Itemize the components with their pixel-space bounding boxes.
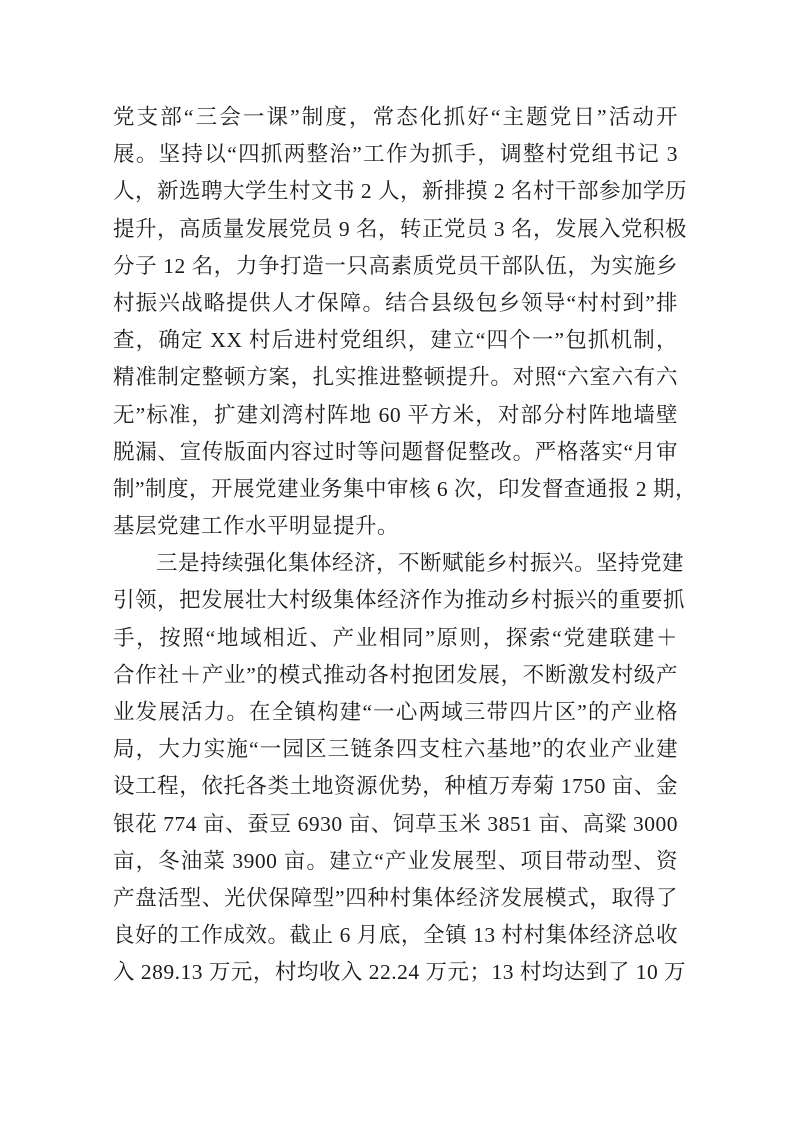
text-line: 分子 12 名，力争打造一只高素质党员干部队伍，为实施乡 xyxy=(113,253,678,278)
text-line: 局，大力实施“一园区三链条四支柱六基地”的农业产业建 xyxy=(113,737,678,762)
text-line: 设工程，依托各类土地资源优势，种植万寿菊 1750 亩、金 xyxy=(113,774,678,799)
text-line: 党支部“三会一课”制度，常态化抓好“主题党日”活动开 xyxy=(113,105,678,129)
text-line: 人，新选聘大学生村文书 2 人，新排摸 2 名村干部参加学历 xyxy=(113,179,688,204)
text-line-paragraph-end: 基层党建工作水平明显提升。 xyxy=(113,514,400,539)
text-line: 脱漏、宣传版面内容过时等问题督促整改。严格落实“月审 xyxy=(113,439,678,464)
text-line: 合作社＋产业”的模式推动各村抱团发展，不断激发村级产 xyxy=(113,662,678,687)
text-line: 精准制定整顿方案，扎实推进整顿提升。对照“六室六有六 xyxy=(113,365,678,390)
text-line-page-end: 入 289.13 万元，村均收入 22.24 万元；13 村均达到了 10 万 xyxy=(113,960,687,985)
text-line: 无”标准，扩建刘湾村阵地 60 平方米，对部分村阵地墙壁 xyxy=(113,402,678,427)
text-line: 制”制度，开展党建业务集中审核 6 次，印发督查通报 2 期， xyxy=(113,476,698,501)
text-line: 展。坚持以“四抓两整治”工作为抓手，调整村党组书记 3 xyxy=(113,142,678,167)
text-line: 业发展活力。在全镇构建“一心两域三带四片区”的产业格 xyxy=(113,700,678,724)
text-line: 引领，把发展壮大村级集体经济作为推动乡村振兴的重要抓 xyxy=(113,588,686,613)
text-line: 查，确定 XX 村后进村党组织，建立“四个一”包抓机制， xyxy=(113,328,678,353)
text-line: 良好的工作成效。截止 6 月底，全镇 13 村村集体经济总收 xyxy=(113,923,678,948)
document-body xyxy=(113,99,698,992)
text-line-paragraph-start: 三是持续强化集体经济，不断赋能乡村振兴。坚持党建 xyxy=(156,551,685,576)
text-line: 村振兴战略提供人才保障。结合县级包乡领导“村村到”排 xyxy=(113,290,678,315)
text-line: 产盘活型、光伏保障型”四种村集体经济发展模式，取得了 xyxy=(113,885,678,910)
text-line: 手，按照“地域相近、产业相同”原则，探索“党建联建＋ xyxy=(113,625,678,650)
text-line: 亩，冬油菜 3900 亩。建立“产业发展型、项目带动型、资 xyxy=(113,848,678,873)
text-line: 提升，高质量发展党员 9 名，转正党员 3 名，发展入党积极 xyxy=(113,216,688,241)
text-line: 银花 774 亩、蚕豆 6930 亩、饲草玉米 3851 亩、高粱 3000 xyxy=(113,811,678,836)
